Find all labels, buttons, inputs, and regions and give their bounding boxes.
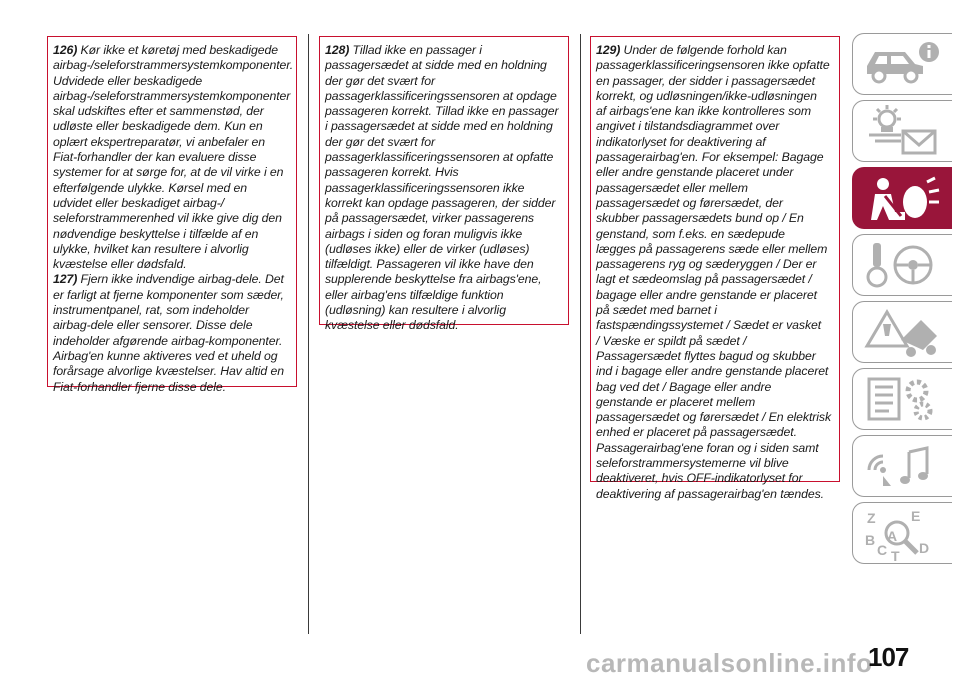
text-line [325, 135, 568, 150]
text-line [325, 43, 568, 58]
text-line [325, 196, 568, 211]
note-text: Under de følgende forhold kan [620, 43, 787, 57]
note-text: airbag-/seleforstrammersystemkomponenter [53, 88, 291, 103]
watermark: carmanualsonline.info [586, 648, 873, 678]
note-text: tilfældigt. Passageren vil ikke have den [325, 257, 534, 272]
note-number: 127) [53, 272, 78, 287]
note-text: skal udskiftes efter et sammenstød, der [53, 104, 264, 119]
svg-text:B: B [865, 532, 876, 548]
note-text: Passagerairbag'ene foran og i siden samt [596, 440, 819, 455]
text-line [596, 334, 839, 349]
text-line [596, 89, 839, 104]
text-line [596, 425, 839, 440]
note-text: Udvidede eller beskadigede [53, 73, 203, 88]
text-line [53, 89, 296, 104]
car-info-icon [861, 38, 945, 92]
note-text: indikatorlyset for deaktivering af [596, 134, 766, 149]
text-line [596, 487, 839, 502]
dashboard-lights-icon [861, 105, 945, 159]
note-text: efterfølgende ulykke. Kørsel med en [53, 180, 248, 195]
note-text: Passagersædet flyttes bagud og skubber [596, 348, 816, 363]
text-line [53, 272, 296, 287]
text-line [325, 119, 568, 134]
note-text: skubber passagersædets bund op / En [596, 211, 804, 226]
note-text: passagersædet og førersædet / En elektrisk [596, 410, 832, 425]
note-text: deaktivering af passagerairbag'en tændes. [596, 486, 824, 501]
text-line [596, 211, 839, 226]
text-line [596, 150, 839, 165]
text-line [325, 89, 568, 104]
text-line [596, 364, 839, 379]
note-text: der gør det svært for [325, 73, 435, 88]
svg-text:Z: Z [867, 510, 876, 526]
alphabetical-index-icon [861, 507, 945, 561]
text-line [53, 318, 296, 333]
tab-starting-driving[interactable] [852, 234, 952, 296]
text-line [53, 58, 296, 73]
text-line [596, 74, 839, 89]
text-line [53, 135, 296, 150]
text-line [596, 165, 839, 180]
column-divider-right [580, 34, 581, 634]
tab-safety[interactable] [852, 167, 952, 229]
note-text: passagersædet eller mellem [596, 180, 748, 195]
note-text: Fjern ikke indvendige airbag-dele. Det [77, 272, 284, 287]
text-line [53, 181, 296, 196]
note-text: kvæstelse eller dødsfald. [325, 318, 459, 333]
text-line [325, 104, 568, 119]
text-line [596, 318, 839, 333]
text-line [53, 303, 296, 318]
note-text: ulykke, hvilket kan resultere i alvorlig [53, 241, 249, 256]
note-text: udvidet eller beskadiget airbag-/ [53, 195, 225, 210]
note-text: i passagersædet at sidde med en holdning [325, 119, 553, 134]
text-line [596, 288, 839, 303]
note-text: / Væske er spildt på sædet / [596, 333, 747, 348]
note-text: forårsage alvorlige kvæstelser. Hav altid en [53, 364, 284, 379]
text-line [596, 395, 839, 410]
text-line [325, 272, 568, 287]
text-line [596, 272, 839, 287]
note-text: er farligt at fjerne komponenter som sæder, [53, 287, 284, 302]
text-line [53, 288, 296, 303]
note-text: lagt et sædeomslag på passagersædet / [596, 272, 812, 287]
note-text: seleforstrammersystemerne vil blive [596, 456, 789, 471]
maintenance-service-icon [861, 373, 945, 427]
text-line [53, 150, 296, 165]
note-text: airbag-/seleforstrammersystemkomponenter. [53, 58, 294, 73]
note-text: en passager, der sidder i passagersædet [596, 73, 815, 88]
text-line [53, 227, 296, 242]
note-text: passagersædet og førersædet, der [596, 195, 783, 210]
note-text: kvæstelse eller dødsfald. [53, 257, 187, 272]
column-divider-left [308, 34, 309, 634]
note-text: enhed er placeret på passagersædet. [596, 425, 797, 440]
note-text: (udløsning) kan resultere i alvorlig [325, 303, 506, 318]
note-text: eller andre genstande placeret under [596, 165, 794, 180]
note-text: passagerens ryg og sæderyggen / Der er [596, 257, 817, 272]
text-line [53, 165, 296, 180]
text-line [325, 150, 568, 165]
note-number: 129) [596, 43, 621, 57]
text-line [325, 227, 568, 242]
warning-box-126-127 [47, 36, 297, 394]
note-text: passagerklassificeringssensoren ikke [325, 180, 525, 195]
tab-vehicle-info[interactable] [852, 33, 952, 95]
note-text: systemer for at sørge for, at de vil virke i en [53, 165, 284, 180]
warning-text [325, 43, 568, 334]
note-text: Fiat-forhandler der kan evaluere disse [53, 150, 257, 165]
text-line [596, 456, 839, 471]
note-text: Tillad ikke en passager i [349, 43, 482, 57]
text-line [596, 43, 839, 58]
warning-box-129 [590, 36, 840, 501]
text-line [325, 257, 568, 272]
note-text: (udløses ikke) eller de virker (udløses) [325, 241, 530, 256]
text-line [596, 119, 839, 134]
note-number: 126) [53, 43, 78, 57]
note-text: Kør ikke et køretøj med beskadigede [77, 43, 278, 57]
note-text: nødvendige beskyttelse i tilfælde af en [53, 226, 259, 241]
note-text: passagersædet at sidde med en holdning [325, 58, 547, 73]
svg-text:E: E [911, 508, 921, 524]
text-line [596, 257, 839, 272]
note-text: korrekt, og udløsningen/ikke-udløsningen [596, 88, 817, 103]
note-text: Fiat-forhandler fjerne disse dele. [53, 379, 226, 394]
note-text: oplært ekspertreparatør, vi anbefaler en [53, 134, 265, 149]
note-text: angivet i tilstandsdiagrammet over [596, 119, 780, 134]
note-text: bagage eller andre genstande er placeret [596, 287, 817, 302]
note-text: udløste eller beskadigede dem. Kun en [53, 119, 263, 134]
svg-text:A: A [887, 528, 898, 544]
text-line [596, 181, 839, 196]
note-text: eller airbag'ens tilfældige funktion [325, 287, 504, 302]
text-line [596, 135, 839, 150]
page-number: 107 [868, 642, 909, 672]
note-text: airbags i siden og foran muligvis ikke [325, 226, 523, 241]
text-line [53, 334, 296, 349]
note-text: af airbags'ene kan ikke kontrolleres som [596, 104, 812, 119]
text-line [325, 165, 568, 180]
tab-dashboard-lights[interactable] [852, 100, 952, 162]
text-line [325, 181, 568, 196]
note-text: passagerairbag'en. For eksempel: Bagage [596, 150, 824, 165]
tab-maintenance[interactable] [852, 368, 952, 430]
text-line [325, 303, 568, 318]
airbag-safety-icon [861, 172, 945, 226]
note-text: passageren korrekt. Tillad ikke en passager [325, 104, 559, 119]
note-number: 128) [325, 43, 350, 57]
note-text: ind i bagage eller andre genstande placeret [596, 364, 829, 379]
note-text: på passagersædet, virker passagerens [325, 211, 534, 226]
text-line [53, 364, 296, 379]
text-line [53, 349, 296, 364]
multimedia-icon [861, 440, 945, 494]
text-line [53, 74, 296, 89]
text-line [325, 211, 568, 226]
text-line [53, 257, 296, 272]
note-text: airbag-dele eller sensorer. Disse dele [53, 318, 253, 333]
note-text: lægges på passagerens sæde eller mellem [596, 241, 828, 256]
note-text: seleforstrammerenhed vil ikke give dig den [53, 211, 282, 226]
text-line [596, 349, 839, 364]
text-line [596, 196, 839, 211]
text-line [325, 318, 568, 333]
note-text: passageren korrekt. Hvis [325, 165, 459, 180]
note-text: genstand, som f.eks. en sædepude [596, 226, 785, 241]
note-text: korrekt kan opdage passageren, der sidder [325, 195, 556, 210]
text-line [596, 380, 839, 395]
text-line [53, 119, 296, 134]
note-text: bag ved det / Bagage eller andre [596, 379, 772, 394]
note-text: på sædet med barnet i [596, 303, 717, 318]
text-line [596, 471, 839, 486]
text-line [53, 43, 296, 58]
tab-index[interactable] [852, 502, 952, 564]
text-line [53, 380, 296, 395]
text-line [325, 74, 568, 89]
key-steering-wheel-icon [861, 239, 945, 293]
text-line [596, 441, 839, 456]
note-text: genstande er placeret mellem [596, 394, 756, 409]
text-line [596, 58, 839, 73]
note-text: indeholder afgørende airbag-komponenter. [53, 333, 283, 348]
note-text: passagerklassificeringssensoren at opfatte [325, 150, 554, 165]
svg-text:C: C [877, 542, 888, 558]
note-text: passagerklassificeringssensoren at opdage [325, 88, 557, 103]
warning-text [53, 43, 296, 395]
note-text: instrumentpanel, rat, som indeholder [53, 303, 249, 318]
text-line [325, 288, 568, 303]
warning-triangle-icon [861, 306, 945, 360]
note-text: deaktiveret, hvis OFF-indikatorlyset for [596, 471, 803, 486]
svg-text:D: D [919, 540, 930, 556]
svg-text:T: T [891, 548, 900, 561]
text-line [596, 410, 839, 425]
warning-box-128 [319, 36, 569, 333]
text-line [53, 196, 296, 211]
text-line [596, 227, 839, 242]
note-text: der gør det svært for [325, 134, 435, 149]
text-line [53, 211, 296, 226]
text-line [596, 242, 839, 257]
text-line [325, 58, 568, 73]
text-line [53, 104, 296, 119]
text-line [596, 104, 839, 119]
tab-multimedia[interactable] [852, 435, 952, 497]
note-text: passagerklassificeringsensoren ikke opfatte [596, 58, 830, 73]
note-text: Airbag'en kunne aktiveres ved et uheld og [53, 348, 278, 363]
text-line [53, 242, 296, 257]
note-text: fastspændingssystemet / Sædet er vasket [596, 318, 822, 333]
text-line [596, 303, 839, 318]
chapter-tabs [852, 33, 960, 569]
tab-emergency[interactable] [852, 301, 952, 363]
text-line [325, 242, 568, 257]
warning-text [596, 43, 839, 502]
note-text: supplerende beskyttelse fra airbags'ene, [325, 272, 542, 287]
